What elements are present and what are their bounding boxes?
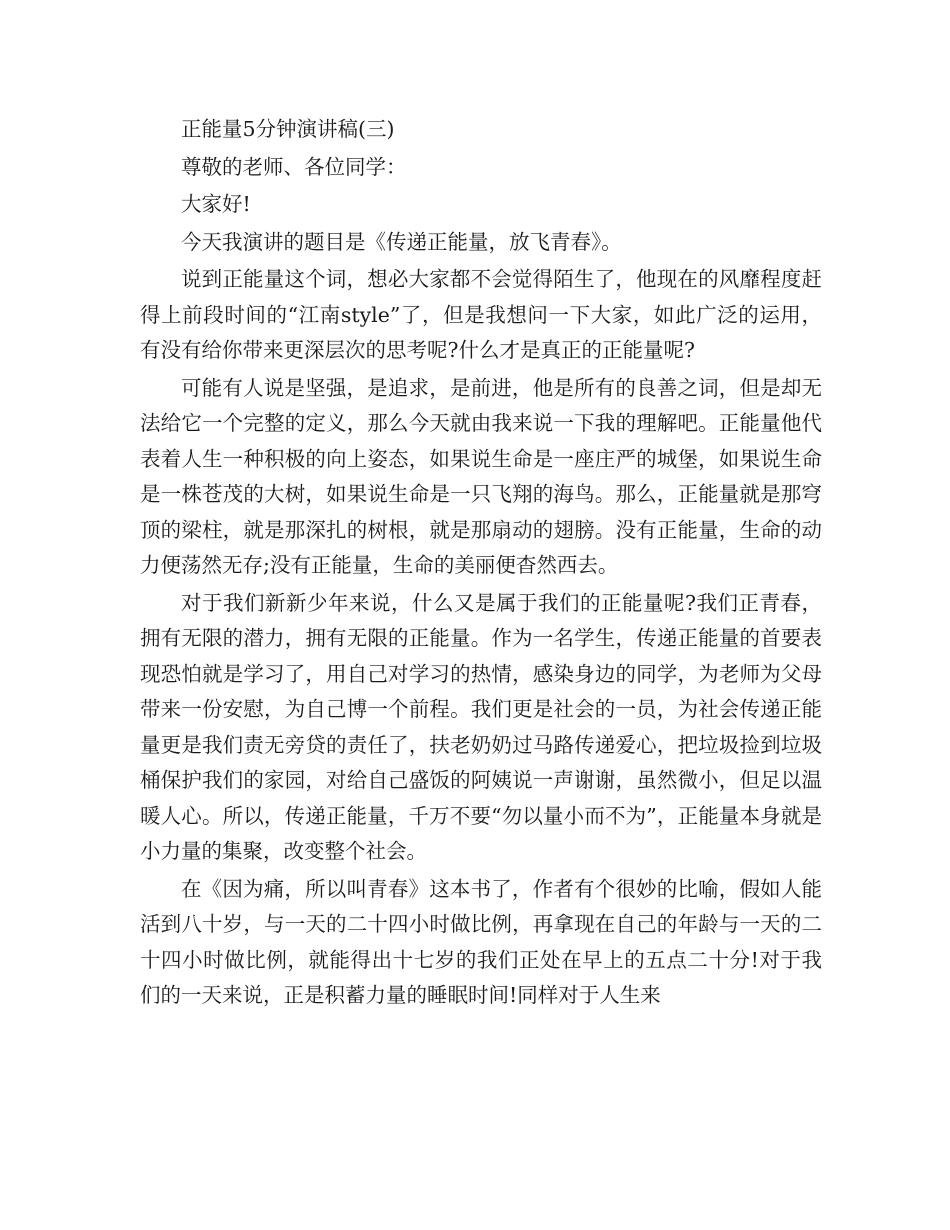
paragraph-topic: 今天我演讲的题目是《传递正能量，放飞青春》。 [181, 229, 622, 254]
paragraph: 在《因为痛，所以叫青春》这本书了，作者有个很妙的比喻，假如人能活到八十岁，与一天的二十四小时做比例，再拿现在自己的年龄与一天的二十四小时做比例，就能得出十七岁的我们正处在早上的五点二十分!对于我们的一天来说，正是积蓄力量的睡眠时间!同样对于人生来 [140, 876, 822, 1007]
salutation: 尊敬的老师、各位同学： [181, 154, 407, 179]
paragraph: 说到正能量这个词，想必大家都不会觉得陌生了，他现在的风靡程度赶得上前段时间的“江南style”了，但是我想问一下大家，如此广泛的运用，有没有给你带来更深层次的思考呢?什么才是真正的正能量呢? [140, 267, 822, 362]
speech-title: 正能量5分钟演讲稿(三) [181, 117, 395, 141]
paragraph: 对于我们新新少年来说，什么又是属于我们的正能量呢?我们正青春，拥有无限的潜力，拥有无限的正能量。作为一名学生，传递正能量的首要表现恐怕就是学习了，用自己对学习的热情，感染身边的同学，为老师为父母带来一份安慰，为自己博一个前程。我们更是社会的一员，为社会传递正能量更是我们责无旁贷的责任了，扶老奶奶过马路传递爱心，把垃圾捡到垃圾桶保护我们的家园，对给自己盛饭的阿姨说一声谢谢，虽然微小，但足以温暖人心。所以，传递正能量，千万不要“勿以量小而不为”，正能量本身就是小力量的集聚，改变整个社会。 [140, 590, 822, 863]
greeting: 大家好! [181, 192, 251, 216]
paragraph: 可能有人说是坚强，是追求，是前进，他是所有的良善之词，但是却无法给它一个完整的定义，那么今天就由我来说一下我的理解吧。正能量他代表着人生一种积极的向上姿态，如果说生命是一座庄严的城堡，如果说生命是一株苍茂的大树，如果说生命是一只飞翔的海鸟。那么，正能量就是那穹顶的梁柱，就是那深扎的树根，就是那扇动的翅膀。没有正能量，生命的动力便荡然无存;没有正能量，生命的美丽便杳然西去。 [140, 375, 822, 577]
document-body [140, 112, 822, 1016]
